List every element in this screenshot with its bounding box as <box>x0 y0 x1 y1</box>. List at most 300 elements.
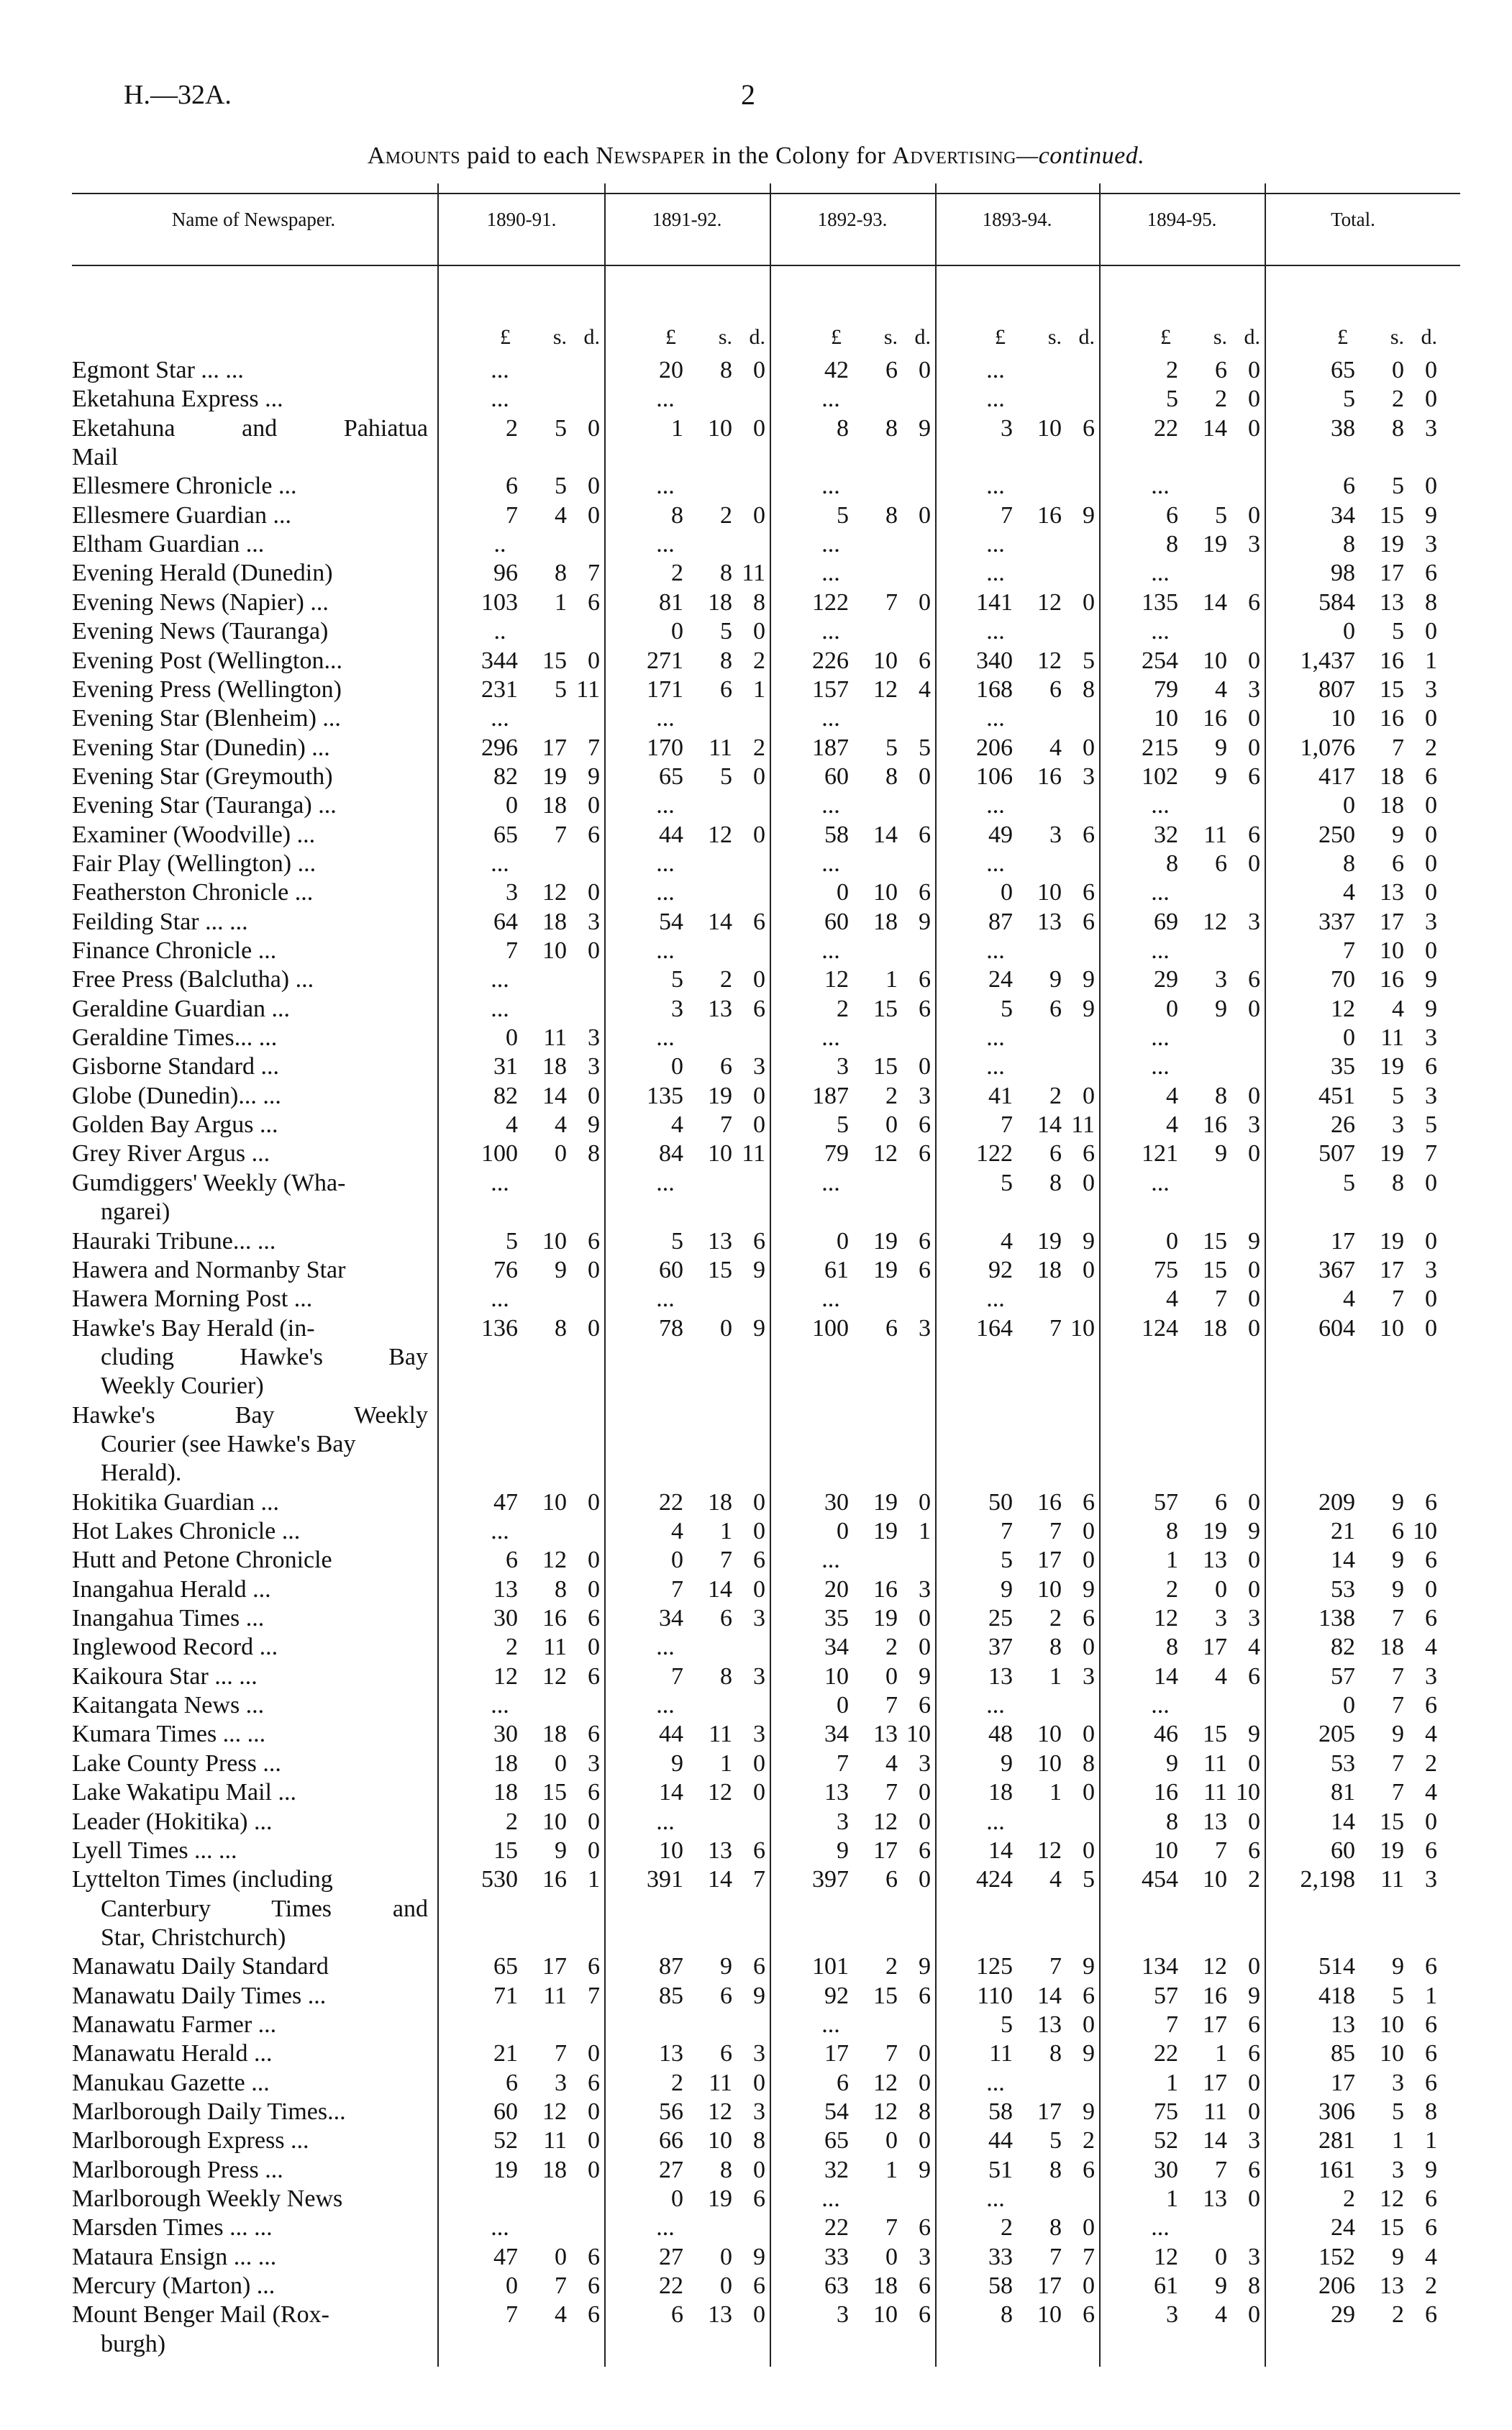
table-row <box>0 1401 1512 1430</box>
amount-pounds: 187 <box>812 734 849 761</box>
amount-pounds: 27 <box>659 2244 683 2270</box>
amount-shillings: 0 <box>555 1750 567 1777</box>
amount-shillings: 12 <box>873 2098 898 2125</box>
amount-pounds: 4 <box>1166 1083 1178 1109</box>
amount-nil: ... <box>821 1285 840 1312</box>
amount-nil: ... <box>656 850 675 877</box>
amount-pounds: 2 <box>1001 2214 1013 2241</box>
amount-pounds: 21 <box>493 2040 518 2067</box>
amount-pence: 3 <box>1425 531 1437 558</box>
amount-pence: 0 <box>1425 822 1437 848</box>
amount-pounds: 2 <box>1343 2185 1355 2212</box>
amount-pounds: 2 <box>1166 1576 1178 1603</box>
table-row <box>0 1082 1512 1111</box>
amount-nil: ... <box>986 473 1005 499</box>
amount-shillings: 5 <box>885 734 898 761</box>
amount-pence: 0 <box>753 415 765 442</box>
amount-pence: 6 <box>1425 2011 1437 2038</box>
amount-nil: ... <box>821 1024 840 1051</box>
unit-shilling: s. <box>552 325 567 349</box>
amount-pounds: 152 <box>1319 2244 1355 2270</box>
amount-shillings: 8 <box>720 357 732 383</box>
amount-pence: 0 <box>919 357 931 383</box>
amount-pence: 0 <box>1083 2011 1095 2038</box>
amount-pounds: 125 <box>976 1953 1013 1980</box>
amount-pence: 6 <box>1083 1983 1095 2009</box>
newspaper-name: Manawatu Daily Standard <box>72 1953 329 1980</box>
amount-shillings: 7 <box>885 2040 898 2067</box>
amount-pounds: 271 <box>647 647 683 674</box>
newspaper-name: Hawke's Bay Herald (in- <box>72 1315 315 1342</box>
amount-pounds: 52 <box>493 2127 518 2154</box>
amount-pounds: 65 <box>659 763 683 790</box>
amount-pounds: 9 <box>1001 1576 1013 1603</box>
table-row <box>0 995 1512 1024</box>
amount-pence: 6 <box>919 1692 931 1719</box>
header-year-3: 1893-94. <box>982 209 1052 230</box>
amount-shillings: 10 <box>1037 1576 1062 1603</box>
amount-pence: 0 <box>1248 1285 1260 1312</box>
amount-shillings: 6 <box>720 2040 732 2067</box>
amount-nil: ... <box>821 560 840 586</box>
amount-shillings: 8 <box>1049 2040 1062 2067</box>
table-row <box>0 1430 1512 1459</box>
amount-nil: ... <box>986 1692 1005 1719</box>
amount-pence: 0 <box>919 763 931 790</box>
amount-pounds: 7 <box>506 2301 518 2328</box>
newspaper-name: Ellesmere Chronicle ... <box>72 473 297 499</box>
amount-pounds: 60 <box>824 763 849 790</box>
amount-pence: 8 <box>1248 2272 1260 2299</box>
amount-pence: 6 <box>919 1228 931 1255</box>
amount-pounds: 122 <box>812 589 849 616</box>
amount-shillings: 9 <box>1215 763 1227 790</box>
amount-shillings: 7 <box>555 822 567 848</box>
amount-pounds: 7 <box>1001 1518 1013 1544</box>
amount-pounds: 171 <box>647 676 683 703</box>
amount-nil: ... <box>491 996 509 1022</box>
amount-pence: 6 <box>753 1837 765 1864</box>
amount-pounds: 44 <box>988 2127 1013 2154</box>
amount-nil: ... <box>656 1170 675 1196</box>
newspaper-name: Star, Christchurch) <box>101 1924 286 1951</box>
newspaper-name: Inangahua Herald ... <box>72 1576 271 1603</box>
amount-pence: 0 <box>1425 879 1437 906</box>
newspaper-name: Manukau Gazette ... <box>72 2070 270 2096</box>
amount-pence: 1 <box>1425 647 1437 674</box>
amount-pence: 0 <box>588 502 600 529</box>
amount-shillings: 19 <box>873 1489 898 1516</box>
amount-pounds: 79 <box>1154 676 1178 703</box>
amount-pence: 0 <box>753 2070 765 2096</box>
amount-pence: 6 <box>1083 1140 1095 1167</box>
amount-pence: 6 <box>753 996 765 1022</box>
amount-shillings: 18 <box>542 2157 567 2183</box>
amount-shillings: 0 <box>1392 357 1404 383</box>
unit-shilling: s. <box>1213 325 1227 349</box>
amount-pence: 0 <box>1248 1750 1260 1777</box>
amount-shillings: 8 <box>720 1663 732 1690</box>
amount-shillings: 15 <box>873 996 898 1022</box>
amount-shillings: 9 <box>555 1837 567 1864</box>
amount-pounds: 58 <box>824 822 849 848</box>
amount-shillings: 19 <box>873 1605 898 1632</box>
amount-shillings: 11 <box>543 1634 567 1660</box>
amount-pence: 9 <box>1083 996 1095 1022</box>
amount-pence: 0 <box>753 1518 765 1544</box>
unit-pound: £ <box>500 325 511 349</box>
amount-shillings: 10 <box>1037 2301 1062 2328</box>
amount-pence: 0 <box>1248 1257 1260 1283</box>
amount-nil: ... <box>821 618 840 645</box>
amount-pounds: 7 <box>1343 937 1355 964</box>
amount-shillings: 18 <box>708 589 732 616</box>
amount-pounds: 2 <box>506 415 518 442</box>
amount-nil: ... <box>986 1808 1005 1835</box>
unit-pence: d. <box>749 325 765 349</box>
amount-shillings: 18 <box>873 909 898 935</box>
amount-nil: ... <box>491 1518 509 1544</box>
amount-shillings: 11 <box>1203 1779 1227 1806</box>
amount-pence: 9 <box>1248 1518 1260 1544</box>
amount-pounds: 13 <box>659 2040 683 2067</box>
amount-pence: 9 <box>753 1983 765 2009</box>
amount-pence: 0 <box>1248 2185 1260 2212</box>
amount-shillings: 13 <box>1037 909 1062 935</box>
amount-pence: 9 <box>919 1953 931 1980</box>
amount-pence: 8 <box>1425 2098 1437 2125</box>
amount-shillings: 19 <box>1037 1228 1062 1255</box>
amount-pounds: 75 <box>1154 2098 1178 2125</box>
table-row <box>0 908 1512 937</box>
amount-pence: 6 <box>919 996 931 1022</box>
amount-pence: 9 <box>919 415 931 442</box>
amount-pence: 3 <box>1248 2127 1260 2154</box>
amount-shillings: 7 <box>1392 1779 1404 1806</box>
amount-pounds: 0 <box>1166 1228 1178 1255</box>
amount-nil: ... <box>656 473 675 499</box>
amount-pence: 9 <box>753 1257 765 1283</box>
amount-shillings: 3 <box>1049 822 1062 848</box>
amount-pounds: 22 <box>1154 415 1178 442</box>
amount-pounds: 32 <box>824 2157 849 2183</box>
amount-pence: 0 <box>1248 850 1260 877</box>
amount-shillings: 9 <box>1392 1547 1404 1573</box>
amount-pence: 6 <box>919 966 931 993</box>
amount-shillings: 6 <box>885 1866 898 1893</box>
amount-pounds: 2 <box>671 560 683 586</box>
amount-pounds: 424 <box>976 1866 1013 1893</box>
amount-shillings: 10 <box>708 1140 732 1167</box>
amount-nil: ... <box>986 618 1005 645</box>
amount-shillings: 18 <box>542 1053 567 1080</box>
amount-pence: 6 <box>1083 822 1095 848</box>
newspaper-name: Evening Star (Tauranga) ... <box>72 792 337 819</box>
amount-pence: 10 <box>906 1721 931 1747</box>
amount-nil: .. <box>493 531 506 558</box>
amount-shillings: 11 <box>1380 1024 1404 1051</box>
table-row <box>0 385 1512 414</box>
amount-pence: 3 <box>919 1083 931 1109</box>
amount-pence: 9 <box>1083 2098 1095 2125</box>
amount-pounds: 7 <box>837 1750 849 1777</box>
amount-shillings: 14 <box>542 1083 567 1109</box>
amount-pounds: 32 <box>1154 822 1178 848</box>
amount-pounds: 12 <box>1154 1605 1178 1632</box>
amount-pounds: 206 <box>976 734 1013 761</box>
table-row <box>0 356 1512 385</box>
amount-shillings: 2 <box>1049 1605 1062 1632</box>
amount-pounds: 0 <box>837 1228 849 1255</box>
amount-shillings: 0 <box>1215 1576 1227 1603</box>
amount-nil: ... <box>986 2070 1005 2096</box>
amount-pounds: 98 <box>1331 560 1355 586</box>
amount-pence: 4 <box>1248 1634 1260 1660</box>
amount-pence: 11 <box>742 560 765 586</box>
amount-shillings: 12 <box>708 2098 732 2125</box>
amount-pounds: 514 <box>1319 1953 1355 1980</box>
unit-pound: £ <box>1160 325 1171 349</box>
header-bottom-rule <box>72 265 1460 266</box>
header-year-2: 1892-93. <box>817 209 888 230</box>
newspaper-name: Evening Star (Greymouth) <box>72 763 333 790</box>
amount-pounds: 7 <box>506 937 518 964</box>
amount-pounds: 13 <box>493 1576 518 1603</box>
amount-pounds: 22 <box>1154 2040 1178 2067</box>
header-year-0: 1890-91. <box>486 209 557 230</box>
amount-pence: 3 <box>1248 909 1260 935</box>
amount-shillings: 17 <box>873 1837 898 1864</box>
amount-pence: 3 <box>1248 1605 1260 1632</box>
amount-shillings: 11 <box>1203 2098 1227 2125</box>
amount-pounds: 5 <box>1343 1170 1355 1196</box>
amount-pounds: 13 <box>988 1663 1013 1690</box>
amount-pounds: 5 <box>837 502 849 529</box>
newspaper-name: Kumara Times ... ... <box>72 1721 266 1747</box>
amount-shillings: 8 <box>555 1576 567 1603</box>
amount-pounds: 135 <box>647 1083 683 1109</box>
newspaper-name: Ellesmere Guardian ... <box>72 502 291 529</box>
amount-pence: 3 <box>1083 1663 1095 1690</box>
amount-shillings: 9 <box>1392 1576 1404 1603</box>
amount-pence: 0 <box>1248 734 1260 761</box>
amount-shillings: 15 <box>542 1779 567 1806</box>
amount-nil: .. <box>493 618 506 645</box>
amount-pounds: 530 <box>481 1866 518 1893</box>
amount-shillings: 18 <box>542 909 567 935</box>
amount-shillings: 5 <box>1392 2098 1404 2125</box>
amount-shillings: 19 <box>708 1083 732 1109</box>
newspaper-name: Lyttelton Times (including <box>72 1866 333 1893</box>
amount-pounds: 58 <box>988 2272 1013 2299</box>
amount-nil: ... <box>1151 1053 1170 1080</box>
amount-nil: ... <box>821 2011 840 2038</box>
amount-pounds: 60 <box>659 1257 683 1283</box>
amount-pence: 0 <box>1425 1170 1437 1196</box>
amount-pounds: 15 <box>493 1837 518 1864</box>
amount-pounds: 65 <box>493 822 518 848</box>
amount-pounds: 61 <box>824 1257 849 1283</box>
amount-pounds: 87 <box>988 909 1013 935</box>
amount-pence: 0 <box>1248 1315 1260 1342</box>
amount-shillings: 2 <box>720 966 732 993</box>
page-number: 2 <box>741 78 755 111</box>
amount-shillings: 11 <box>1203 1750 1227 1777</box>
amount-pence: 4 <box>1425 1721 1437 1747</box>
amount-pence: 6 <box>1425 1053 1437 1080</box>
amount-pence: 0 <box>919 1489 931 1516</box>
table-row <box>0 472 1512 501</box>
amount-pounds: 4 <box>1343 879 1355 906</box>
amount-shillings: 18 <box>542 1721 567 1747</box>
table-row <box>0 588 1512 617</box>
amount-shillings: 5 <box>1392 1983 1404 2009</box>
newspaper-name: Examiner (Woodville) ... <box>72 822 316 848</box>
amount-pence: 0 <box>1083 1634 1095 1660</box>
amount-pounds: 34 <box>824 1634 849 1660</box>
amount-shillings: 3 <box>555 2070 567 2096</box>
table-row <box>0 1256 1512 1285</box>
amount-nil: ... <box>986 1285 1005 1312</box>
amount-pounds: 78 <box>659 1315 683 1342</box>
amount-nil: ... <box>821 1170 840 1196</box>
amount-shillings: 6 <box>720 1983 732 2009</box>
amount-pence: 0 <box>588 1489 600 1516</box>
amount-shillings: 18 <box>1037 1257 1062 1283</box>
amount-nil: ... <box>656 879 675 906</box>
amount-pounds: 0 <box>1166 996 1178 1022</box>
amount-pounds: 22 <box>824 2214 849 2241</box>
amount-pounds: 21 <box>1331 1518 1355 1544</box>
amount-shillings: 2 <box>1215 386 1227 412</box>
amount-pence: 6 <box>1083 879 1095 906</box>
amount-pence: 8 <box>588 1140 600 1167</box>
amount-shillings: 17 <box>1380 909 1404 935</box>
amount-shillings: 10 <box>1380 937 1404 964</box>
newspaper-name: Weekly Courier) <box>101 1373 264 1399</box>
amount-pounds: 56 <box>659 2098 683 2125</box>
amount-shillings: 9 <box>1392 1721 1404 1747</box>
amount-shillings: 9 <box>720 1953 732 1980</box>
amount-pence: 8 <box>1083 1750 1095 1777</box>
newspaper-name: Manawatu Daily Times ... <box>72 1983 327 2009</box>
amount-shillings: 15 <box>873 1053 898 1080</box>
amount-shillings: 11 <box>543 1024 567 1051</box>
header-year-1: 1891-92. <box>652 209 722 230</box>
amount-pence: 0 <box>753 357 765 383</box>
amount-pounds: 101 <box>812 1953 849 1980</box>
amount-pence: 9 <box>1425 502 1437 529</box>
amount-pence: 0 <box>753 1111 765 1138</box>
amount-pence: 9 <box>919 2157 931 2183</box>
amount-shillings: 7 <box>1049 1953 1062 1980</box>
amount-pounds: 48 <box>988 1721 1013 1747</box>
amount-pence: 3 <box>919 2244 931 2270</box>
amount-pence: 0 <box>753 966 765 993</box>
newspaper-name: Evening News (Napier) ... <box>72 589 329 616</box>
amount-pounds: 34 <box>824 1721 849 1747</box>
amount-pence: 0 <box>753 1576 765 1603</box>
newspaper-name: Grey River Argus ... <box>72 1140 270 1167</box>
amount-shillings: 7 <box>1392 1285 1404 1312</box>
amount-pence: 0 <box>1248 1576 1260 1603</box>
amount-pounds: 5 <box>1343 386 1355 412</box>
amount-pounds: 8 <box>1343 531 1355 558</box>
unit-shilling: s. <box>1047 325 1062 349</box>
amount-pounds: 12 <box>824 966 849 993</box>
amount-shillings: 16 <box>1037 502 1062 529</box>
amount-pounds: 100 <box>481 1140 518 1167</box>
amount-shillings: 7 <box>1215 2157 1227 2183</box>
amount-pence: 2 <box>1425 734 1437 761</box>
amount-pence: 3 <box>1425 909 1437 935</box>
amount-nil: ... <box>986 705 1005 732</box>
amount-pence: 11 <box>742 1140 765 1167</box>
table-row <box>0 1720 1512 1749</box>
amount-pounds: 19 <box>493 2157 518 2183</box>
amount-pence: 2 <box>753 734 765 761</box>
amount-shillings: 6 <box>1215 850 1227 877</box>
table-row <box>0 1343 1512 1372</box>
amount-pounds: 17 <box>1331 2070 1355 2096</box>
amount-pounds: 1 <box>1166 2185 1178 2212</box>
amount-shillings: 14 <box>708 1866 732 1893</box>
amount-pence: 6 <box>588 2272 600 2299</box>
amount-shillings: 15 <box>1380 1808 1404 1835</box>
amount-pence: 9 <box>588 763 600 790</box>
amount-shillings: 7 <box>720 1547 732 1573</box>
amount-pence: 2 <box>1425 1750 1437 1777</box>
amount-pence: 6 <box>753 2272 765 2299</box>
amount-pounds: 0 <box>837 1692 849 1719</box>
unit-pound: £ <box>1337 325 1348 349</box>
newspaper-name: Fair Play (Wellington) ... <box>72 850 316 877</box>
amount-pounds: 0 <box>1343 1024 1355 1051</box>
amount-shillings: 1 <box>555 589 567 616</box>
amount-pounds: 2 <box>837 996 849 1022</box>
amount-pence: 0 <box>1248 2098 1260 2125</box>
amount-shillings: 12 <box>873 676 898 703</box>
amount-pounds: 102 <box>1142 763 1178 790</box>
amount-shillings: 9 <box>1392 1953 1404 1980</box>
amount-shillings: 14 <box>708 909 732 935</box>
amount-pence: 0 <box>753 822 765 848</box>
table-row <box>0 1052 1512 1081</box>
amount-pounds: 1 <box>1166 2070 1178 2096</box>
amount-pence: 4 <box>1425 1779 1437 1806</box>
amount-pounds: 3 <box>671 996 683 1022</box>
amount-pence: 0 <box>1425 1228 1437 1255</box>
amount-shillings: 18 <box>542 792 567 819</box>
amount-pounds: 807 <box>1319 676 1355 703</box>
amount-pence: 6 <box>1425 763 1437 790</box>
amount-shillings: 10 <box>1037 415 1062 442</box>
amount-shillings: 7 <box>1049 2244 1062 2270</box>
amount-pounds: 6 <box>1343 473 1355 499</box>
amount-shillings: 8 <box>720 2157 732 2183</box>
newspaper-name: Hot Lakes Chronicle ... <box>72 1518 301 1544</box>
amount-pence: 0 <box>1248 502 1260 529</box>
amount-shillings: 6 <box>1215 357 1227 383</box>
amount-pence: 2 <box>1083 2127 1095 2154</box>
amount-shillings: 10 <box>542 1228 567 1255</box>
amount-shillings: 8 <box>720 560 732 586</box>
amount-shillings: 1 <box>885 966 898 993</box>
amount-shillings: 14 <box>1203 589 1227 616</box>
amount-pounds: 5 <box>1001 2011 1013 2038</box>
amount-pounds: 8 <box>1166 850 1178 877</box>
amount-pence: 1 <box>919 1518 931 1544</box>
